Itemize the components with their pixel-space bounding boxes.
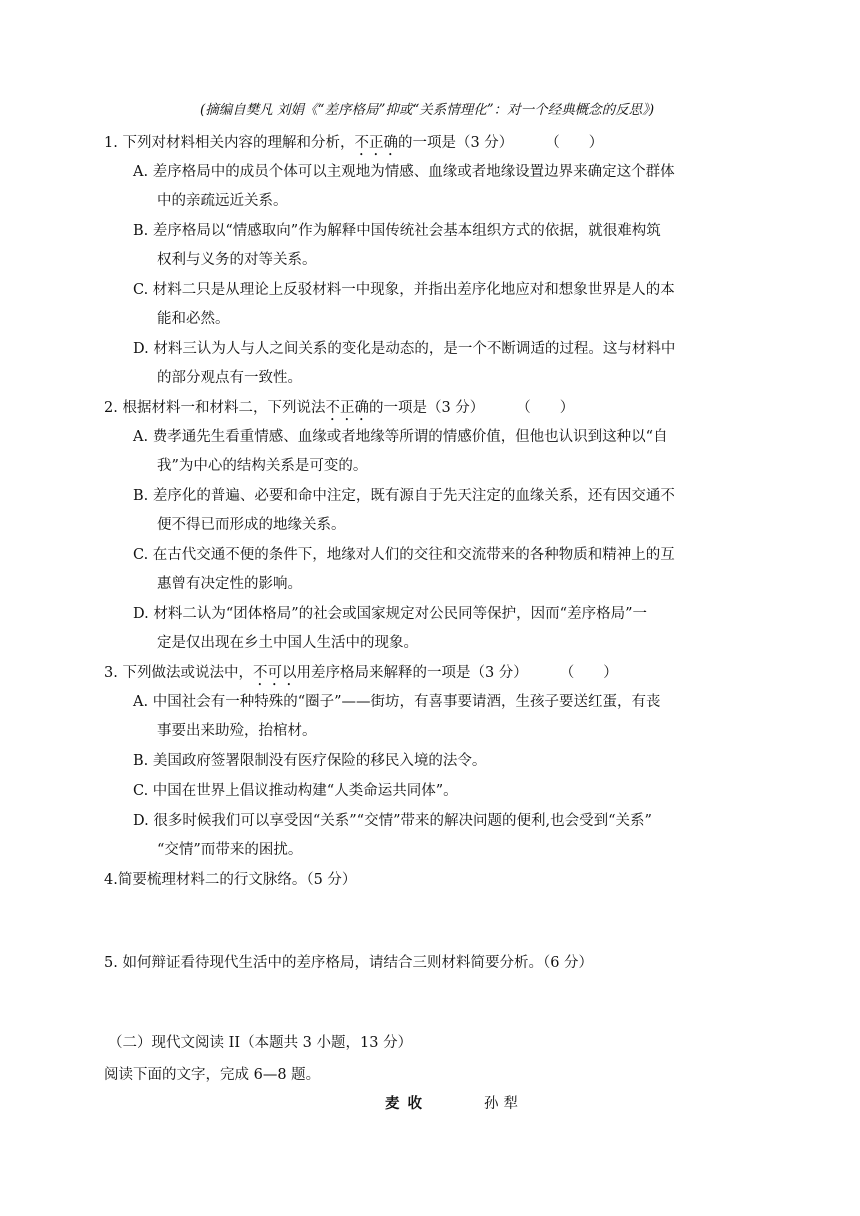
q3-option-d-line2: “交情”而带来的困扰。 bbox=[157, 842, 303, 858]
passage-author: 孙犁 bbox=[484, 1096, 523, 1112]
q3-option-c-line1: C. 中国在世界上倡议推动构建“人类命运共同体”。 bbox=[133, 783, 458, 799]
q1-option-b-line1: B. 差序格局以“情感取向”作为解释中国传统社会基本组织方式的依据，就很难构筑 bbox=[133, 223, 661, 239]
question-2-stem bbox=[104, 398, 574, 424]
emphasized-text: 不可以 bbox=[252, 665, 297, 681]
q2-option-d-line2: 定是仅出现在乡土中国人生活中的现象。 bbox=[157, 635, 418, 651]
stem-text: 的一项是（3 分） bbox=[368, 400, 485, 416]
q2-option-c-line2: 惠曾有决定性的影响。 bbox=[157, 576, 302, 592]
stem-text: 1. 下列对材料相关内容的理解和分析， bbox=[104, 135, 355, 151]
q1-option-c-line1: C. 材料二只是从理论上反驳材料一中现象，并指出差序化地应对和想象世界是人的本 bbox=[133, 282, 675, 298]
q3-option-b-line1: B. 美国政府签署限制没有医疗保险的移民入境的法令。 bbox=[133, 753, 487, 769]
stem-text: 3. 下列做法或说法中， bbox=[104, 665, 253, 681]
q2-option-a-line1: A. 费孝通先生看重情感、血缘或者地缘等所谓的情感价值，但他也认识到这种以“自 bbox=[133, 429, 668, 445]
q2-option-b-line2: 便不得已而形成的地缘关系。 bbox=[157, 517, 346, 533]
emphasized-text: 不正确 bbox=[325, 400, 369, 416]
q2-option-a-line2: 我”为中心的结构关系是可变的。 bbox=[157, 458, 368, 474]
source-citation: (摘编自樊凡 刘娟《“差序格局”抑或“关系情理化”：对一个经典概念的反思》) bbox=[200, 102, 655, 118]
stem-text: 用差序格局来解释的一项是（3 分） bbox=[296, 665, 528, 681]
q3-option-a-line2: 事要出来助殓，抬棺材。 bbox=[157, 723, 317, 739]
q1-option-a-line2: 中的亲疏远近关系。 bbox=[157, 193, 288, 209]
question-4: 4.简要梳理材料二的行文脉络。（5 分） bbox=[104, 872, 357, 888]
answer-blank: （ ） bbox=[516, 400, 575, 416]
answer-blank: （ ） bbox=[545, 135, 604, 151]
q2-option-d-line1: D. 材料二认为“团体格局”的社会或国家规定对公民同等保护，因而“差序格局”一 bbox=[133, 606, 647, 622]
q2-option-c-line1: C. 在古代交通不便的条件下，地缘对人们的交往和交流带来的各种物质和精神上的互 bbox=[133, 547, 675, 563]
question-5: 5. 如何辩证看待现代生活中的差序格局，请结合三则材料简要分析。（6 分） bbox=[104, 955, 594, 971]
stem-text: 的一项是（3 分） bbox=[397, 135, 514, 151]
emphasized-text: 不正确 bbox=[354, 135, 398, 151]
stem-text: 2. 根据材料一和材料二，下列说法 bbox=[104, 400, 326, 416]
answer-blank: （ ） bbox=[559, 665, 618, 681]
passage-title: 麦收 bbox=[385, 1095, 430, 1112]
q1-option-b-line2: 权利与义务的对等关系。 bbox=[157, 252, 317, 268]
q2-option-b-line1: B. 差序化的普遍、必要和命中注定，既有源自于先天注定的血缘关系，还有因交通不 bbox=[133, 488, 675, 504]
q1-option-a-line1: A. 差序格局中的成员个体可以主观地为情感、血缘或者地缘设置边界来确定这个群体 bbox=[133, 164, 675, 180]
section-heading: （二）现代文阅读 II（本题共 3 小题，13 分） bbox=[108, 1035, 413, 1051]
q3-option-a-line1: A. 中国社会有一种特殊的“圈子”——街坊，有喜事要请酒，生孩子要送红蛋，有丧 bbox=[133, 694, 661, 710]
question-1-stem bbox=[104, 133, 603, 159]
reading-instruction: 阅读下面的文字，完成 6—8 题。 bbox=[104, 1067, 321, 1083]
q1-option-c-line2: 能和必然。 bbox=[157, 311, 230, 327]
q1-option-d-line1: D. 材料三认为人与人之间关系的变化是动态的，是一个不断调适的过程。这与材料中 bbox=[133, 341, 676, 357]
question-3-stem bbox=[104, 663, 618, 689]
q1-option-d-line2: 的部分观点有一致性。 bbox=[157, 370, 302, 386]
q3-option-d-line1: D. 很多时候我们可以享受因“关系”“交情”带来的解决问题的便利,也会受到“关系” bbox=[133, 813, 652, 829]
